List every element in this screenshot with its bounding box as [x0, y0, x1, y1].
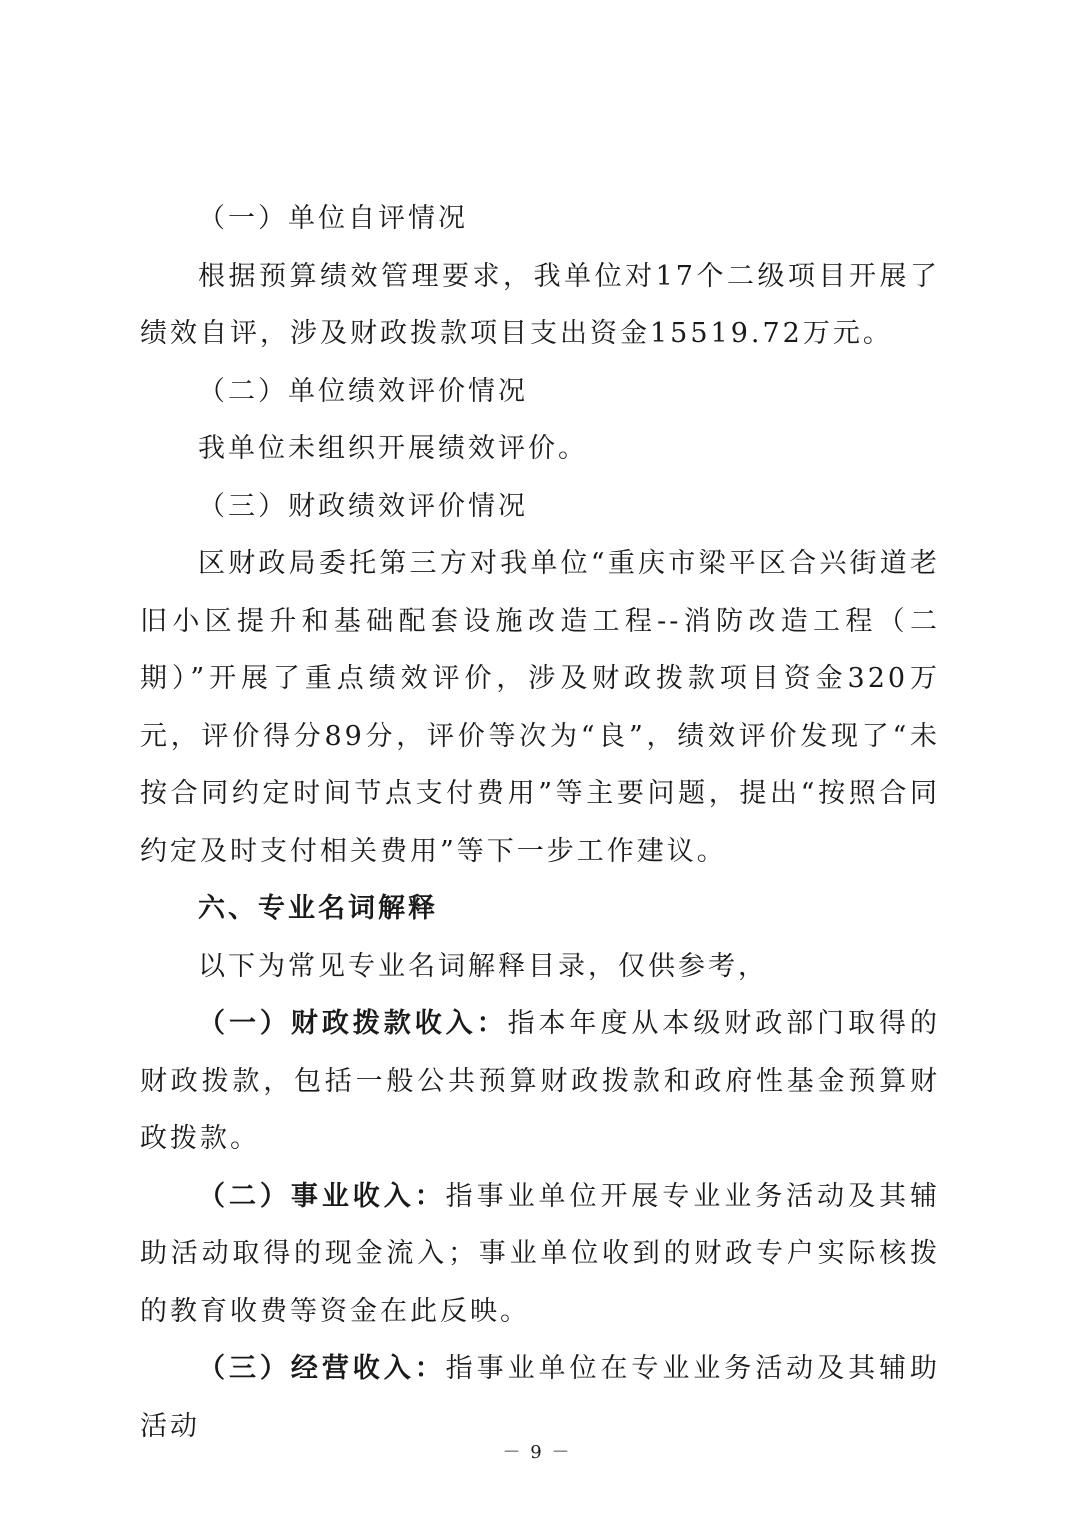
subsection-heading-unit-performance-evaluation: （二）单位绩效评价情况 [198, 375, 528, 407]
subsection-heading-unit-self-evaluation: （一）单位自评情况 [198, 203, 468, 234]
page-number: － 9 － [502, 1442, 572, 1463]
glossary-item-business-income [140, 1168, 940, 1341]
paragraph-glossary-intro: 以下为常见专业名词解释目录，仅供参考， [198, 950, 768, 982]
section-heading-glossary: 六、专业名词解释 [198, 893, 438, 924]
paragraph-fiscal-performance-evaluation: 区财政局委托第三方对我单位“重庆市梁平区合兴街道老旧小区提升和基础配套设施改造工程--消防改造工程（二期）”开展了重点绩效评价，涉及财政拨款项目资金320万元，评价得分89分，评价等次为“良”，绩效评价发现了“未按合同约定时间节点支付费用”等主要问题，提出“按照合同约定及时支付相关费用”等下一步工作建议。 [140, 548, 940, 867]
document-body [140, 190, 940, 1455]
subsection-heading-fiscal-performance-evaluation: （三）财政绩效评价情况 [198, 490, 528, 522]
glossary-term-label: （二）事业收入： [198, 1180, 446, 1212]
paragraph-self-evaluation: 根据预算绩效管理要求，我单位对17个二级项目开展了绩效自评，涉及财政拨款项目支出资金15519.72万元。 [140, 260, 940, 349]
glossary-item-fiscal-appropriation-income [140, 995, 940, 1168]
glossary-term-definition: 指本年度从本级财政部门取得的财政拨款，包括一般公共预算财政拨款和政府性基金预算财政拨款。 [140, 1008, 941, 1154]
paragraph-unit-performance-evaluation: 我单位未组织开展绩效评价。 [198, 433, 588, 464]
glossary-term-definition: 指事业单位在专业业务活动及其辅助活动 [140, 1353, 941, 1442]
glossary-term-label: （三）经营收入： [198, 1353, 446, 1384]
glossary-term-definition: 指事业单位开展专业业务活动及其辅助活动取得的现金流入；事业单位收到的财政专户实际核拨的教育收费等资金在此反映。 [140, 1180, 941, 1327]
glossary-term-label: （一）财政拨款收入： [198, 1008, 508, 1039]
